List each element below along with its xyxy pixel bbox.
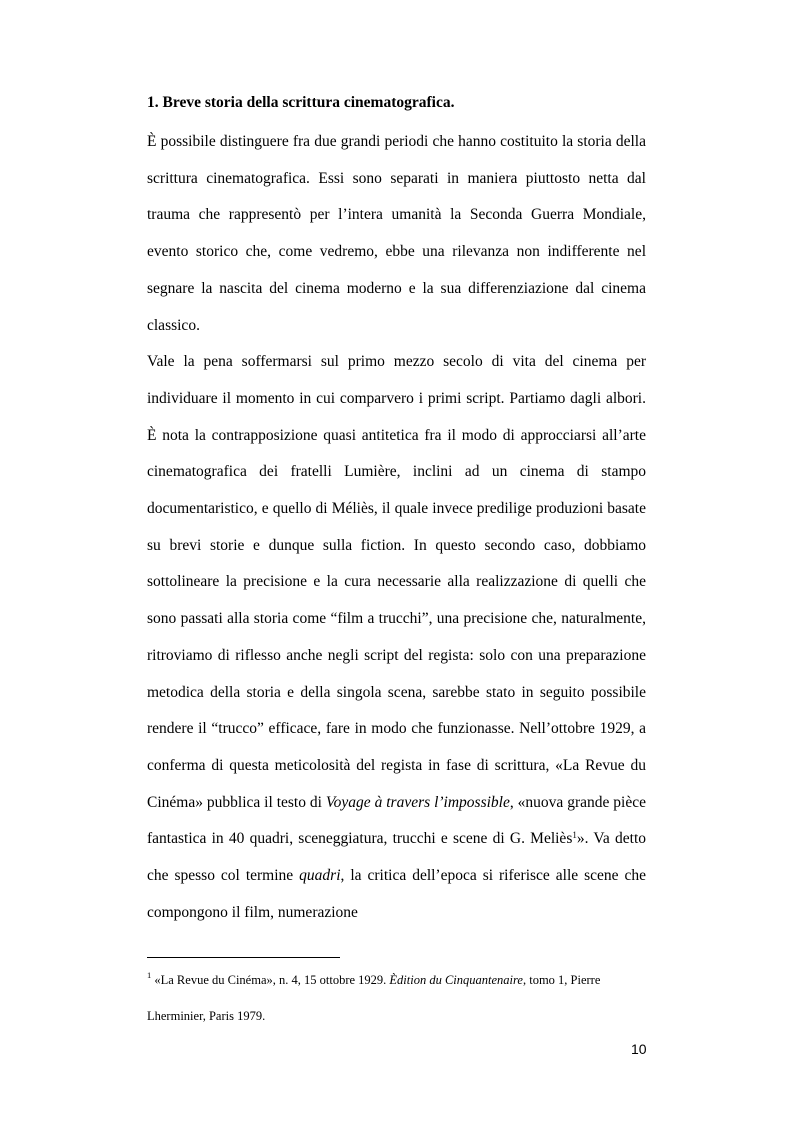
paragraph-2-part-2: , «nuova grande pièce fantastica in 40 quadri, sceneggiatura, trucchi e scene di G. Meliès	[147, 793, 646, 848]
page-number: 10	[631, 1041, 647, 1057]
footnote-italic: Èdition du Cinquantenaire	[389, 973, 523, 987]
italic-term-quadri: quadri	[299, 867, 341, 885]
paragraph-2	[147, 344, 646, 931]
footnote-separator	[147, 957, 340, 958]
footnote	[147, 962, 646, 1034]
paragraph-2-part-1: Vale la pena soffermarsi sul primo mezzo secolo di vita del cinema per individuare il momento in cui comparvero i primi script. Partiamo dagli albori. È nota la contrapposizione quasi antitetica fra il modo di approcciarsi all’arte cinematografica dei fratelli Lumière, inclini ad un cinema di stampo documentaristico, e quello di Méliès, il quale invece predilige produzioni basate su brevi storie e dunque sulla fiction. In questo secondo caso, dobbiamo sottolineare la precisione e la cura necessarie alla realizzazione di quelli che sono passati alla storia come “film a trucchi”, una precisione che, naturalmente, ritroviamo di riflesso anche negli script del regista: solo con una preparazione metodica della storia e della singola scena, sarebbe stato in seguito possibile rendere il “trucco” efficace, fare in modo che funzionasse. Nell’ottobre 1929, a conferma di questa meticolosità del regista in fase di scrittura, «La Revue du Cinéma» pubblica il testo di	[147, 353, 646, 811]
italic-title-voyage: Voyage à travers l’impossible	[325, 793, 510, 811]
footnote-text-after: , tomo 1, Pierre Lherminier, Paris 1979.	[147, 973, 601, 1023]
footnote-reference[interactable]: 1	[572, 830, 577, 841]
paragraph-2-part-3: ». Va detto che spesso col termine	[147, 830, 646, 885]
footnote-number: 1	[147, 970, 152, 980]
paragraph-1: È possibile distinguere fra due grandi periodi che hanno costituito la storia della scrittura cinematografica. Essi sono separati in maniera piuttosto netta dal trauma che rappresentò per l’intera umanità la Seconda Guerra Mondiale, evento storico che, come vedremo, ebbe una rilevanza non indifferente nel segnare la nascita del cinema moderno e la sua differenziazione dal cinema classico.	[147, 133, 646, 334]
footnote-text-before: «La Revue du Cinéma», n. 4, 15 ottobre 1929.	[151, 973, 390, 987]
paragraph-2-part-4: , la critica dell’epoca si riferisce alle scene che compongono il film, numerazione	[147, 867, 647, 921]
section-heading: 1. Breve storia della scrittura cinematografica.	[147, 94, 455, 111]
body-text	[147, 124, 646, 931]
